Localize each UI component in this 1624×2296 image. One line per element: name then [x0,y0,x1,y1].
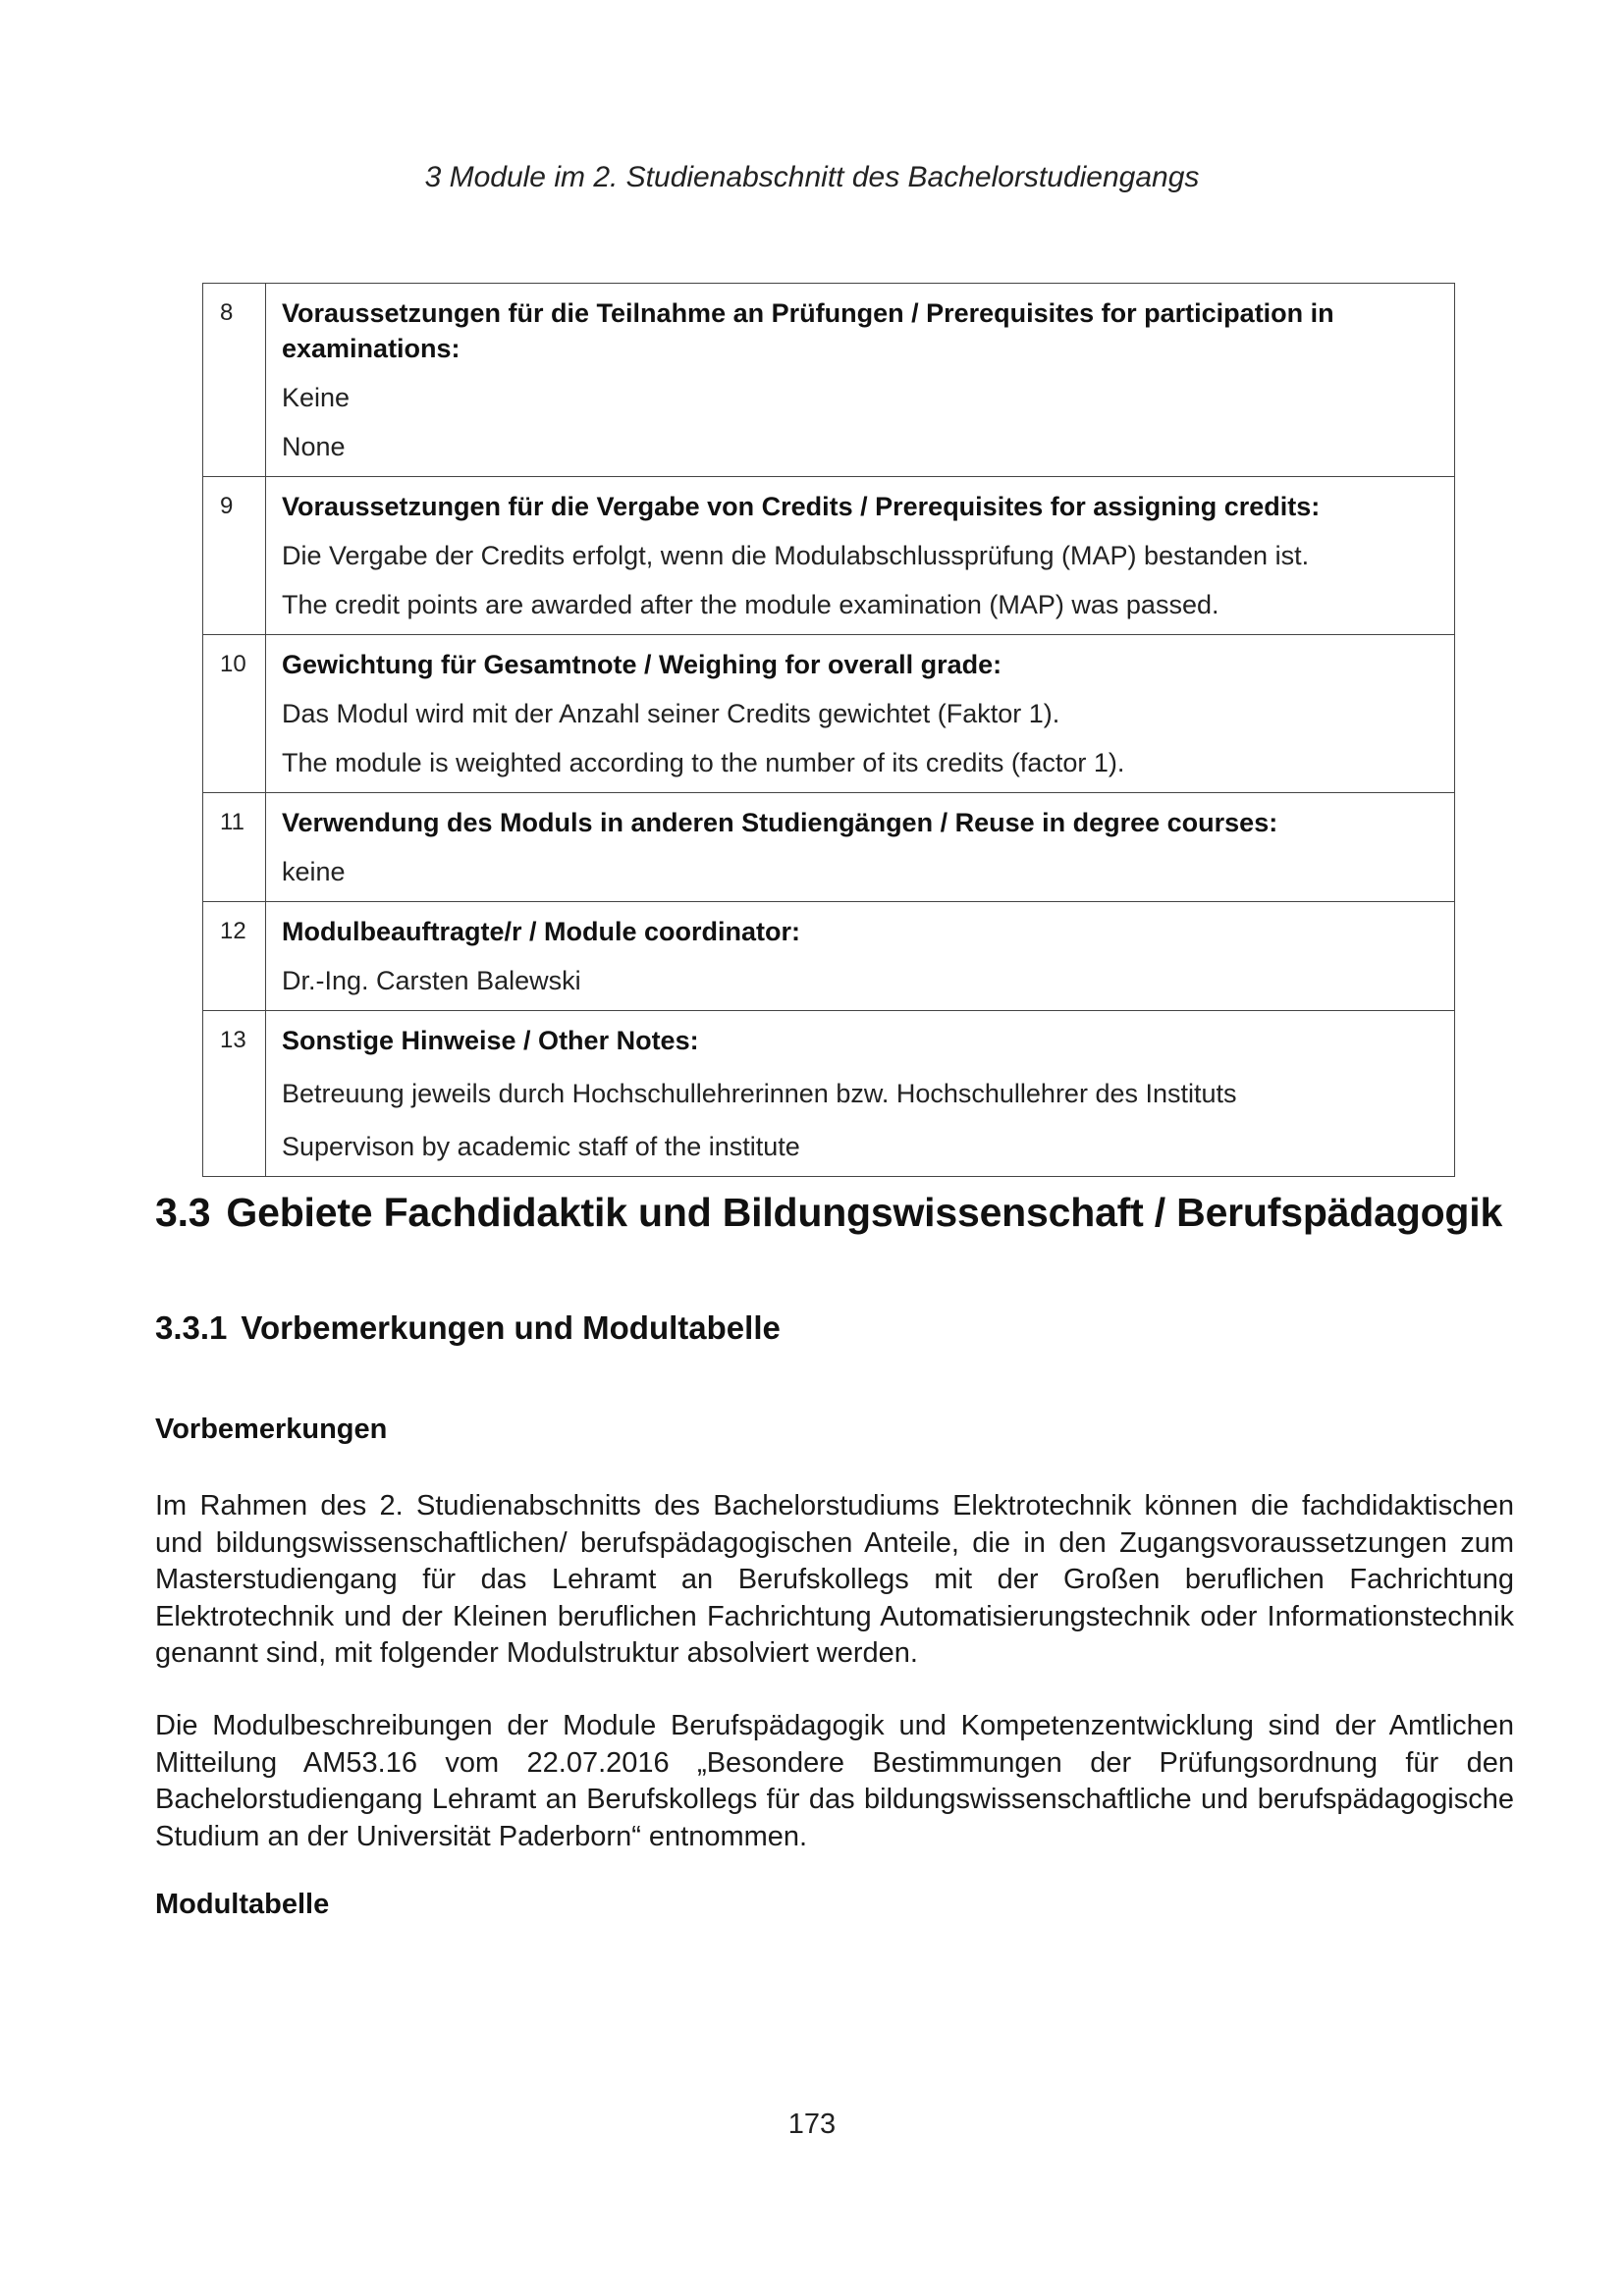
subsection-heading [155,1309,781,1347]
row-heading: Voraussetzungen für die Vergabe von Credits / Prerequisites for assigning credits: [282,492,1321,521]
remarks-heading: Vorbemerkungen [155,1414,388,1445]
module-description-table [202,283,1455,1177]
row-content [266,902,1455,1011]
row-heading: Gewichtung für Gesamtnote / Weighing for overall grade: [282,650,1002,679]
row-heading: Sonstige Hinweise / Other Notes: [282,1026,699,1055]
section-title: Gebiete Fachdidaktik und Bildungswissenschaft / Berufspädagogik [226,1190,1503,1235]
table-row-13 [203,1011,1455,1177]
row-text: keine [282,857,346,886]
row-content [266,477,1455,635]
section-number: 3.3 [155,1190,211,1235]
row-content [266,284,1455,477]
row-text: Keine [282,383,351,412]
row-heading: Voraussetzungen für die Teilnahme an Prüfungen / Prerequisites for participation in examinations: [282,298,1334,363]
row-number: 11 [203,793,266,902]
row-number: 13 [203,1011,266,1177]
module-table-heading: Modultabelle [155,1889,330,1920]
row-number: 8 [203,284,266,477]
row-heading: Verwendung des Moduls in anderen Studiengängen / Reuse in degree courses: [282,808,1278,837]
row-heading: Modulbeauftragte/r / Module coordinator: [282,917,800,946]
row-text: Dr.-Ing. Carsten Balewski [282,966,581,995]
row-number: 12 [203,902,266,1011]
row-content [266,635,1455,793]
subsection-number: 3.3.1 [155,1309,228,1346]
row-number: 9 [203,477,266,635]
table-row-10 [203,635,1455,793]
row-number: 10 [203,635,266,793]
row-text: Supervison by academic staff of the institute [282,1132,800,1161]
paragraph-remarks: Im Rahmen des 2. Studienabschnitts des Bachelorstudiums Elektrotechnik können die fachdidaktischen und bildungswissenschaftlichen/ berufspädagogischen Anteile, die in den Zugangsvoraussetzungen zum Masterstudiengang für das Lehramt an Berufskollegs mit der Großen beruflichen Fachrichtung Elektrotechnik und der Kleinen beruflichen Fachrichtung Automatisierungstechnik oder Informationstechnik genannt sind, mit folgender Modulstruktur absolviert werden. [155,1490,1514,1669]
table-row-11 [203,793,1455,902]
table-row-12 [203,902,1455,1011]
row-text: Die Vergabe der Credits erfolgt, wenn die Modulabschlussprüfung (MAP) bestanden ist. [282,541,1310,570]
section-heading [155,1190,1502,1236]
row-text: None [282,432,346,461]
row-text: Das Modul wird mit der Anzahl seiner Credits gewichtet (Faktor 1). [282,699,1060,728]
row-content [266,1011,1455,1177]
table-row-8 [203,284,1455,477]
running-header: 3 Module im 2. Studienabschnitt des Bachelorstudiengangs [424,161,1200,193]
row-text: The credit points are awarded after the module examination (MAP) was passed. [282,590,1219,619]
row-text: Betreuung jeweils durch Hochschullehrerinnen bzw. Hochschullehrer des Instituts [282,1079,1237,1108]
table-row-9 [203,477,1455,635]
subsection-title: Vorbemerkungen und Modultabelle [241,1309,781,1346]
page-number: 173 [787,2109,837,2140]
paragraph-module-descriptions: Die Modulbeschreibungen der Module Berufspädagogik und Kompetenzentwicklung sind der Amtlichen Mitteilung AM53.16 vom 22.07.2016 „Besondere Bestimmungen der Prüfungsordnung für den Bachelorstudiengang Lehramt an Berufskollegs für das bildungswissenschaftliche und berufspädagogische Studium an der Universität Paderborn“ entnommen. [155,1710,1514,1852]
row-content [266,793,1455,902]
row-text: The module is weighted according to the number of its credits (factor 1). [282,748,1125,777]
